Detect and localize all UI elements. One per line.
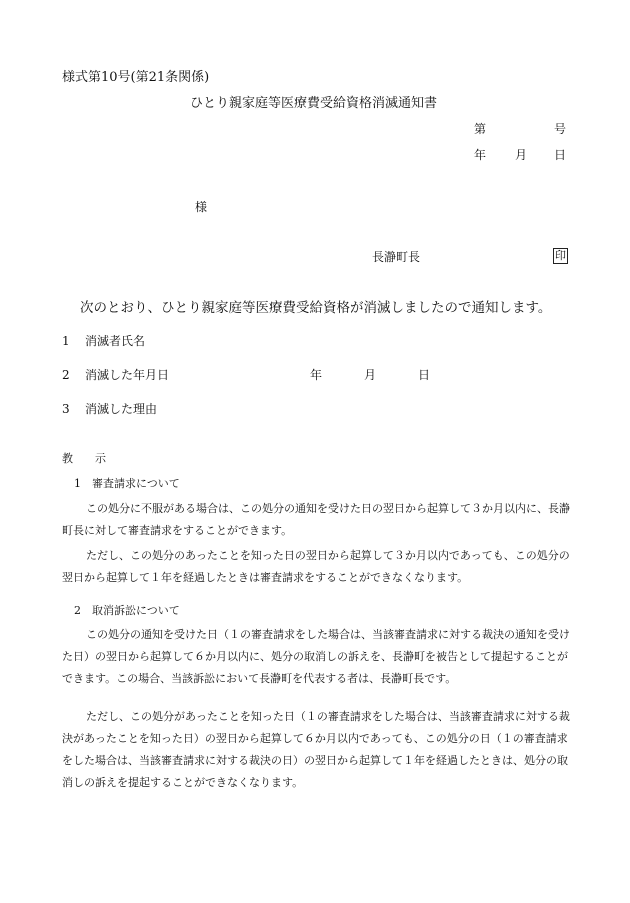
date-month: 月 — [515, 148, 528, 162]
item-number: 3 — [62, 402, 70, 416]
date-year: 年 — [474, 148, 487, 162]
instruction-heading: 教 示 — [62, 452, 106, 465]
issuer-name: 長瀞町長 — [372, 250, 421, 264]
seal-mark: 印 — [555, 249, 566, 262]
section-paragraph: ただし、この処分があったことを知った日（１の審査請求をした場合は、当該審査請求に対する裁決があったことを知った日）の翌日から起算して６か月以内であっても、この処分の日（１の審査請求をした場合は、当該審査請求に対する裁決の日）の翌日から起算して１年を経過したときは、処分の取消しの訴えを提起することができなくなります。 — [62, 710, 570, 789]
item-number: 2 — [62, 368, 70, 382]
date-day: 日 — [554, 148, 567, 162]
section-paragraph: この処分に不服がある場合は、この処分の通知を受けた日の翌日から起算して３か月以内に、長瀞町長に対して審査請求をすることができます。 — [62, 502, 570, 537]
addressee-suffix: 様 — [195, 200, 208, 214]
document-title: ひとり親家庭等医療費受給資格消滅通知書 — [190, 96, 438, 111]
form-number: 様式第10号(第21条関係) — [62, 70, 210, 85]
section-paragraph: この処分の通知を受けた日（１の審査請求をした場合は、当該審査請求に対する裁決の通知を受けた日）の翌日から起算して６か月以内に、処分の取消しの訴えを、長瀞町を被告として提起することができます。この場合、当該訴訟において長瀞町を代表する者は、長瀞町長です。 — [62, 628, 570, 685]
section-heading-lawsuit: 取消訴訟について — [92, 604, 180, 617]
intro-text: 次のとおり、ひとり親家庭等医療費受給資格が消滅しましたので通知します。 — [80, 300, 552, 316]
section-number: 1 — [74, 477, 81, 490]
item-date-month: 月 — [364, 368, 377, 382]
item-label-date: 消滅した年月日 — [85, 368, 170, 382]
section-heading-review: 審査請求について — [92, 477, 180, 490]
item-label-name: 消滅者氏名 — [85, 334, 146, 348]
item-date-year: 年 — [310, 368, 323, 382]
number-dai: 第 — [474, 122, 487, 136]
section-number: 2 — [74, 604, 81, 617]
number-go: 号 — [554, 122, 567, 136]
item-date-day: 日 — [418, 368, 431, 382]
item-label-reason: 消滅した理由 — [85, 402, 158, 416]
section-paragraph: ただし、この処分のあったことを知った日の翌日から起算して３か月以内であっても、この処分の翌日から起算して１年を経過したときは審査請求をすることができなくなります。 — [62, 549, 570, 584]
item-number: 1 — [62, 334, 70, 348]
